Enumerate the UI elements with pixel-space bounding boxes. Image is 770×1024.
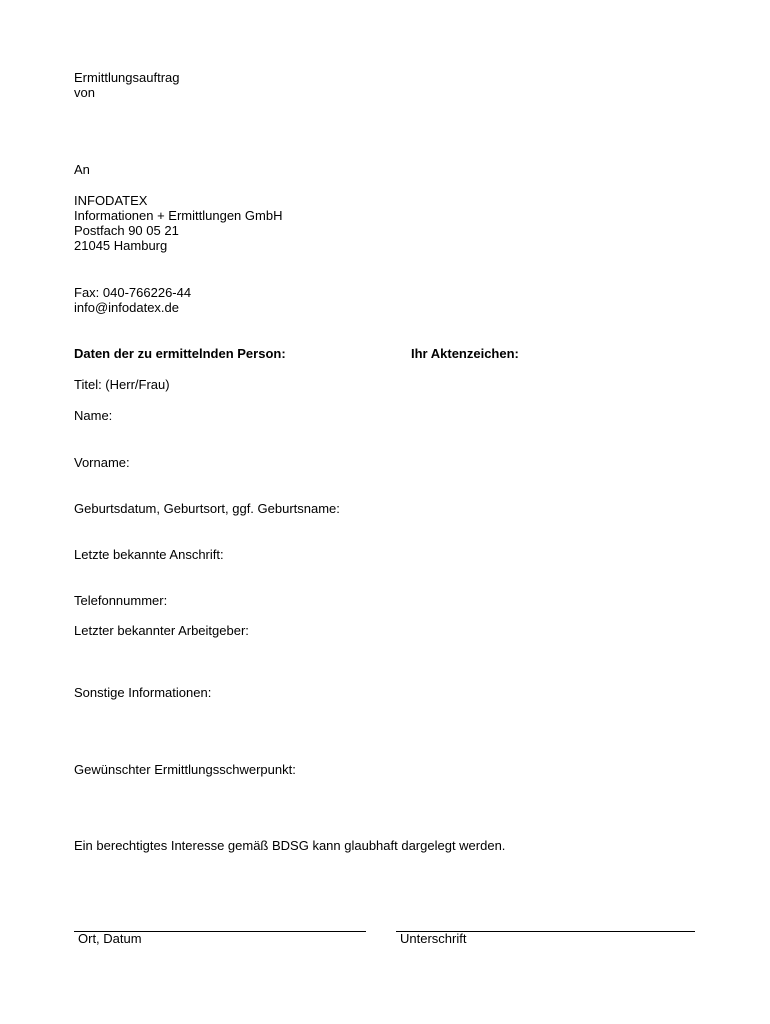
field-phone: Telefonnummer:	[74, 593, 168, 608]
recipient-email: info@infodatex.de	[74, 300, 179, 315]
document-title: Ermittlungsauftrag	[74, 70, 180, 85]
recipient-company: INFODATEX	[74, 193, 148, 208]
signature-label: Unterschrift	[400, 931, 467, 946]
recipient-fax: Fax: 040-766226-44	[74, 285, 192, 300]
field-firstname: Vorname:	[74, 455, 130, 470]
field-other-info: Sonstige Informationen:	[74, 685, 212, 700]
field-name: Name:	[74, 408, 113, 423]
field-title: Titel: (Herr/Frau)	[74, 377, 170, 392]
recipient-city: 21045 Hamburg	[74, 238, 168, 253]
legitimate-interest-declaration: Ein berechtigtes Interesse gemäß BDSG kann glaubhaft dargelegt werden.	[74, 838, 506, 853]
field-employer: Letzter bekannter Arbeitgeber:	[74, 623, 249, 638]
recipient-company-subtitle: Informationen + Ermittlungen GmbH	[74, 208, 283, 223]
recipient-postbox: Postfach 90 05 21	[74, 223, 179, 238]
sender-label: von	[74, 85, 95, 100]
recipient-label: An	[74, 162, 90, 177]
field-last-address: Letzte bekannte Anschrift:	[74, 547, 224, 562]
reference-number-label: Ihr Aktenzeichen:	[411, 346, 519, 361]
field-birth-data: Geburtsdatum, Geburtsort, ggf. Geburtsname:	[74, 501, 340, 516]
field-investigation-focus: Gewünschter Ermittlungsschwerpunkt:	[74, 762, 296, 777]
person-section-heading: Daten der zu ermittelnden Person:	[74, 346, 286, 361]
place-date-label: Ort, Datum	[78, 931, 142, 946]
